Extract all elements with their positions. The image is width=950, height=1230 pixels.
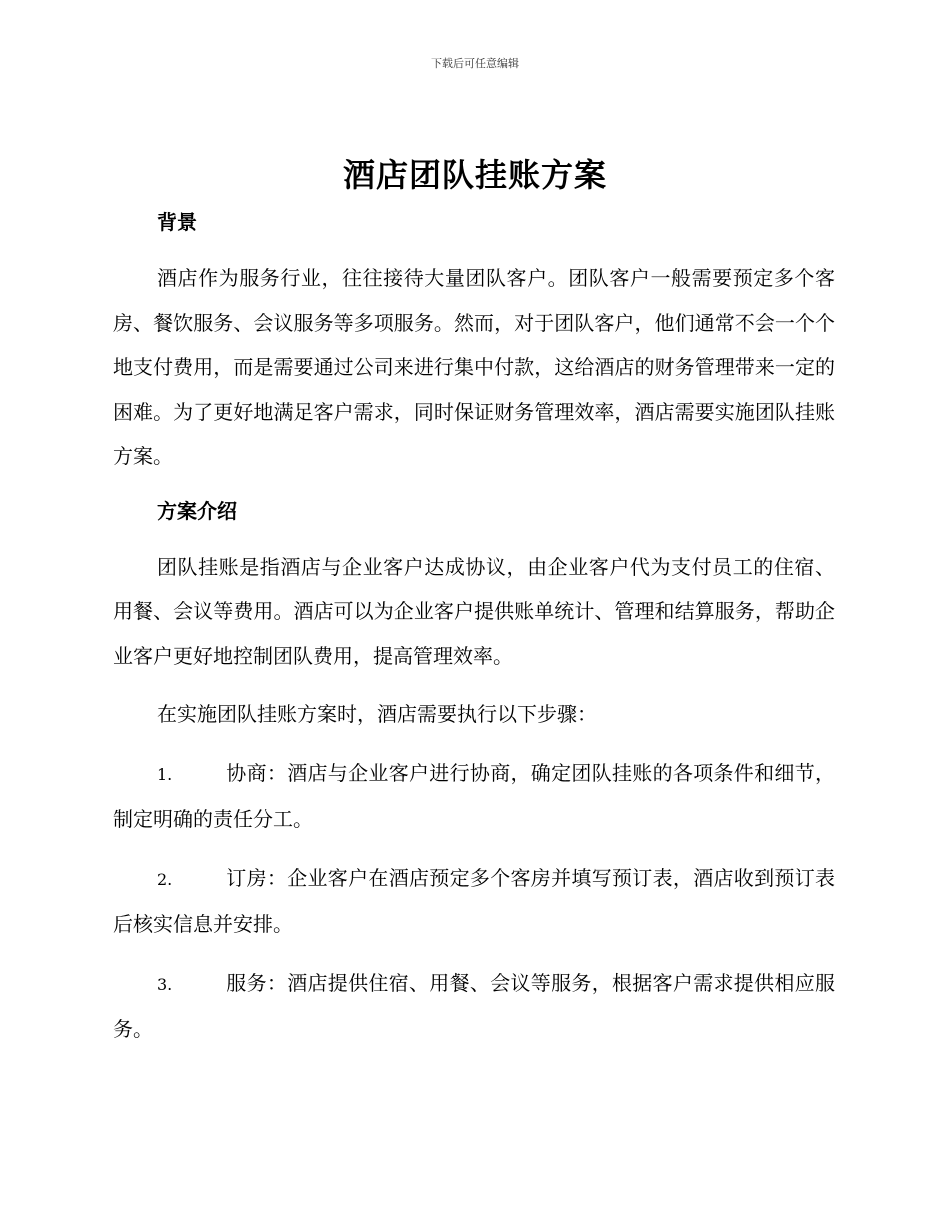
document-body <box>113 200 835 1052</box>
header-note: 下载后可任意编辑 <box>431 57 519 70</box>
list-item-number: 2. <box>157 869 173 889</box>
list-item-number: 1. <box>157 764 173 784</box>
document-title: 酒店团队挂账方案 <box>342 156 607 194</box>
list-item <box>113 751 835 842</box>
list-item <box>113 856 835 947</box>
intro-paragraph: 团队挂账是指酒店与企业客户达成协议，由企业客户代为支付员工的住宿、用餐、会议等费用。酒店可以为企业客户提供账单统计、管理和结算服务，帮助企业客户更好地控制团队费用，提高管理效率。 <box>113 554 835 668</box>
section-heading-intro: 方案介绍 <box>157 498 237 523</box>
list-item-text: 服务：酒店提供住宿、用餐、会议等服务，根据客户需求提供相应服务。 <box>113 970 835 1041</box>
section-heading-background: 背景 <box>157 210 197 234</box>
list-item-text: 订房：企业客户在酒店预定多个客房并填写预订表，酒店收到预订表后核实信息并安排。 <box>113 865 835 936</box>
list-item-number: 3. <box>157 974 173 994</box>
background-paragraph: 酒店作为服务行业，往往接待大量团队客户。团队客户一般需要预定多个客房、餐饮服务、会议服务等多项服务。然而，对于团队客户，他们通常不会一个个地支付费用，而是需要通过公司来进行集中付款，这给酒店的财务管理带来一定的困难。为了更好地满足客户需求，同时保证财务管理效率，酒店需要实施团队挂账方案。 <box>113 266 835 468</box>
list-item <box>113 961 835 1052</box>
list-item-text: 协商：酒店与企业客户进行协商，确定团队挂账的各项条件和细节，制定明确的责任分工。 <box>113 760 835 831</box>
steps-intro-paragraph: 在实施团队挂账方案时，酒店需要执行以下步骤： <box>157 702 597 726</box>
